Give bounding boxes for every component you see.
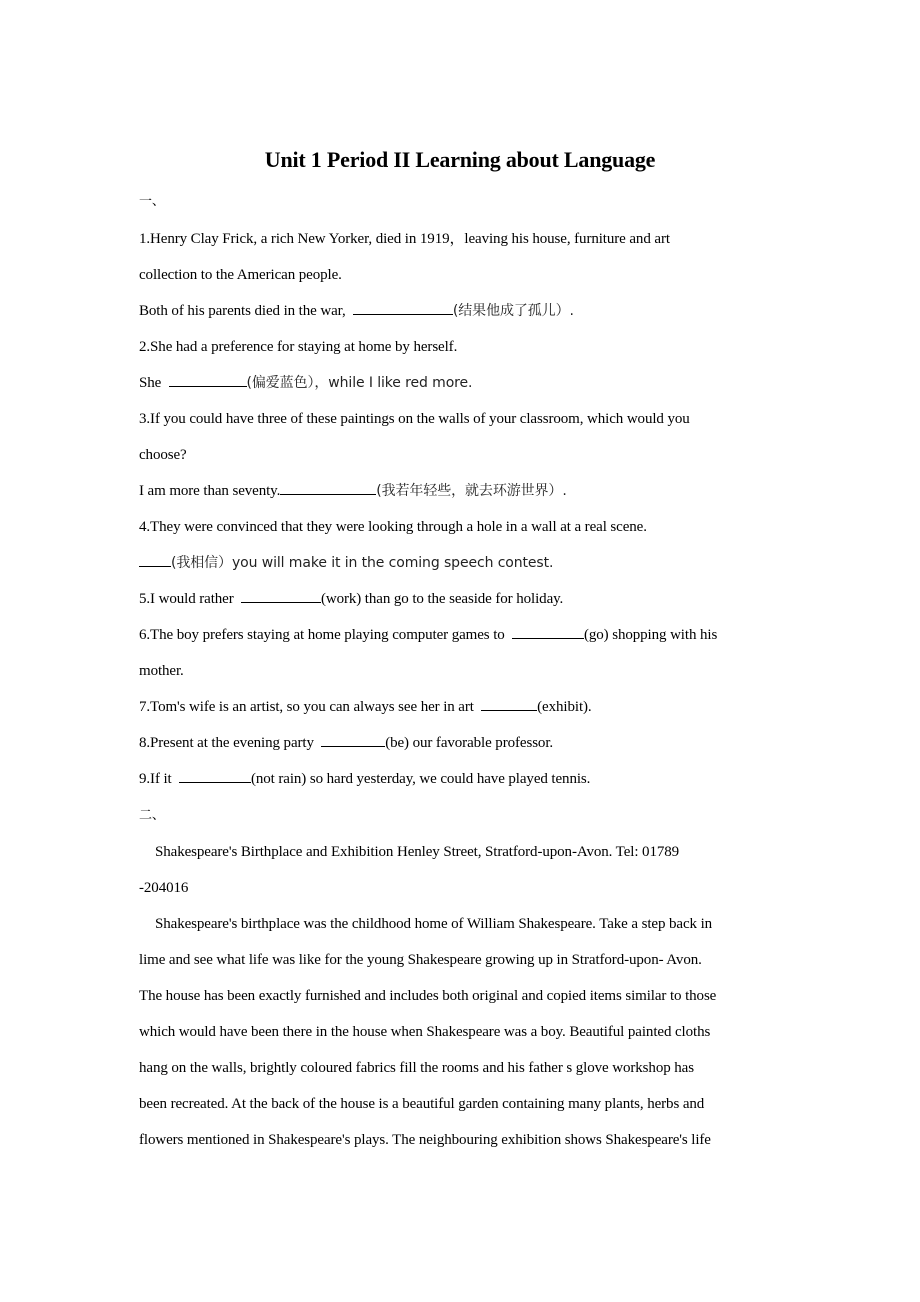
passage-heading-line-2: -204016 xyxy=(139,880,189,896)
item-4-hint: (我相信）you will make it in the coming speech contest. xyxy=(171,555,554,571)
passage-line-7: flowers mentioned in Shakespeare's plays. The neighbouring exhibition shows Shakespeare's life xyxy=(139,1132,711,1148)
item-4-sentence: 4.They were convinced that they were looking through a hole in a wall at a real scene. xyxy=(139,519,647,535)
item-8-exercise xyxy=(139,733,553,753)
passage-line-4: which would have been there in the house when Shakespeare was a boy. Beautiful painted cloths xyxy=(139,1024,711,1040)
item-1-sentence-line-1: 1.Henry Clay Frick, a rich New Yorker, died in 1919，leaving his house, furniture and art xyxy=(139,231,670,247)
item-3-hint: (我若年轻些，就去环游世界）. xyxy=(376,483,567,499)
item-3-exercise xyxy=(139,481,567,501)
item-6-hint: (go) shopping with his xyxy=(583,627,718,643)
item-5-blank[interactable] xyxy=(241,589,321,603)
item-9-prefix: 9.If it xyxy=(139,771,172,787)
item-9-blank[interactable] xyxy=(179,769,251,783)
item-6-continuation: mother. xyxy=(139,663,184,679)
item-9-exercise xyxy=(139,769,590,789)
item-1-blank[interactable] xyxy=(353,301,453,315)
item-6-prefix: 6.The boy prefers staying at home playing computer games to xyxy=(139,627,505,643)
item-7-prefix: 7.Tom's wife is an artist, so you can always see her in art xyxy=(139,699,474,715)
item-5-hint: (work) than go to the seaside for holiday. xyxy=(320,591,564,607)
item-3-prefix: I am more than seventy. xyxy=(139,483,281,499)
item-2-prefix: She xyxy=(139,375,162,391)
item-8-hint: (be) our favorable professor. xyxy=(385,735,554,751)
passage-line-6: been recreated. At the back of the house is a beautiful garden containing many plants, herbs and xyxy=(139,1096,705,1112)
item-2-hint: (偏爱蓝色），while I like red more. xyxy=(246,375,473,391)
passage-line-1: Shakespeare's birthplace was the childhood home of William Shakespeare. Take a step back in xyxy=(155,916,713,932)
item-3-blank[interactable] xyxy=(280,481,376,495)
item-3-sentence-line-2: choose? xyxy=(139,447,187,463)
item-1-prefix: Both of his parents died in the war, xyxy=(139,303,346,319)
item-6-exercise xyxy=(139,625,717,645)
item-7-hint: (exhibit). xyxy=(537,699,592,715)
passage-line-3: The house has been exactly furnished and includes both original and copied items similar to those xyxy=(139,988,717,1004)
passage-line-5: hang on the walls, brightly coloured fabrics fill the rooms and his father s glove workshop has xyxy=(139,1060,694,1076)
item-8-prefix: 8.Present at the evening party xyxy=(139,735,314,751)
section-marker-1: 一、 xyxy=(139,194,165,209)
item-4-exercise xyxy=(139,553,553,573)
item-8-blank[interactable] xyxy=(321,733,385,747)
passage-heading-line-1: Shakespeare's Birthplace and Exhibition Henley Street, Stratford-upon-Avon. Tel: 01789 xyxy=(155,844,680,860)
item-5-exercise xyxy=(139,589,563,609)
passage-line-2: lime and see what life was like for the young Shakespeare growing up in Stratford-upon- Avon. xyxy=(139,952,702,968)
item-1-exercise xyxy=(139,301,574,321)
item-2-blank[interactable] xyxy=(169,373,247,387)
item-7-exercise xyxy=(139,697,592,717)
item-3-sentence-line-1: 3.If you could have three of these paintings on the walls of your classroom, which would you xyxy=(139,411,690,427)
section-marker-2: 二、 xyxy=(139,808,165,823)
item-4-blank[interactable] xyxy=(139,553,171,567)
item-6-blank[interactable] xyxy=(512,625,584,639)
item-9-hint: (not rain) so hard yesterday, we could have played tennis. xyxy=(250,771,591,787)
item-1-hint: (结果他成了孤儿）. xyxy=(452,303,574,319)
item-1-sentence-line-2: collection to the American people. xyxy=(139,267,342,283)
page-title: Unit 1 Period II Learning about Language xyxy=(264,147,656,172)
item-7-blank[interactable] xyxy=(481,697,537,711)
item-5-prefix: 5.I would rather xyxy=(139,591,234,607)
item-2-sentence: 2.She had a preference for staying at home by herself. xyxy=(139,339,458,355)
item-2-exercise xyxy=(139,373,472,393)
